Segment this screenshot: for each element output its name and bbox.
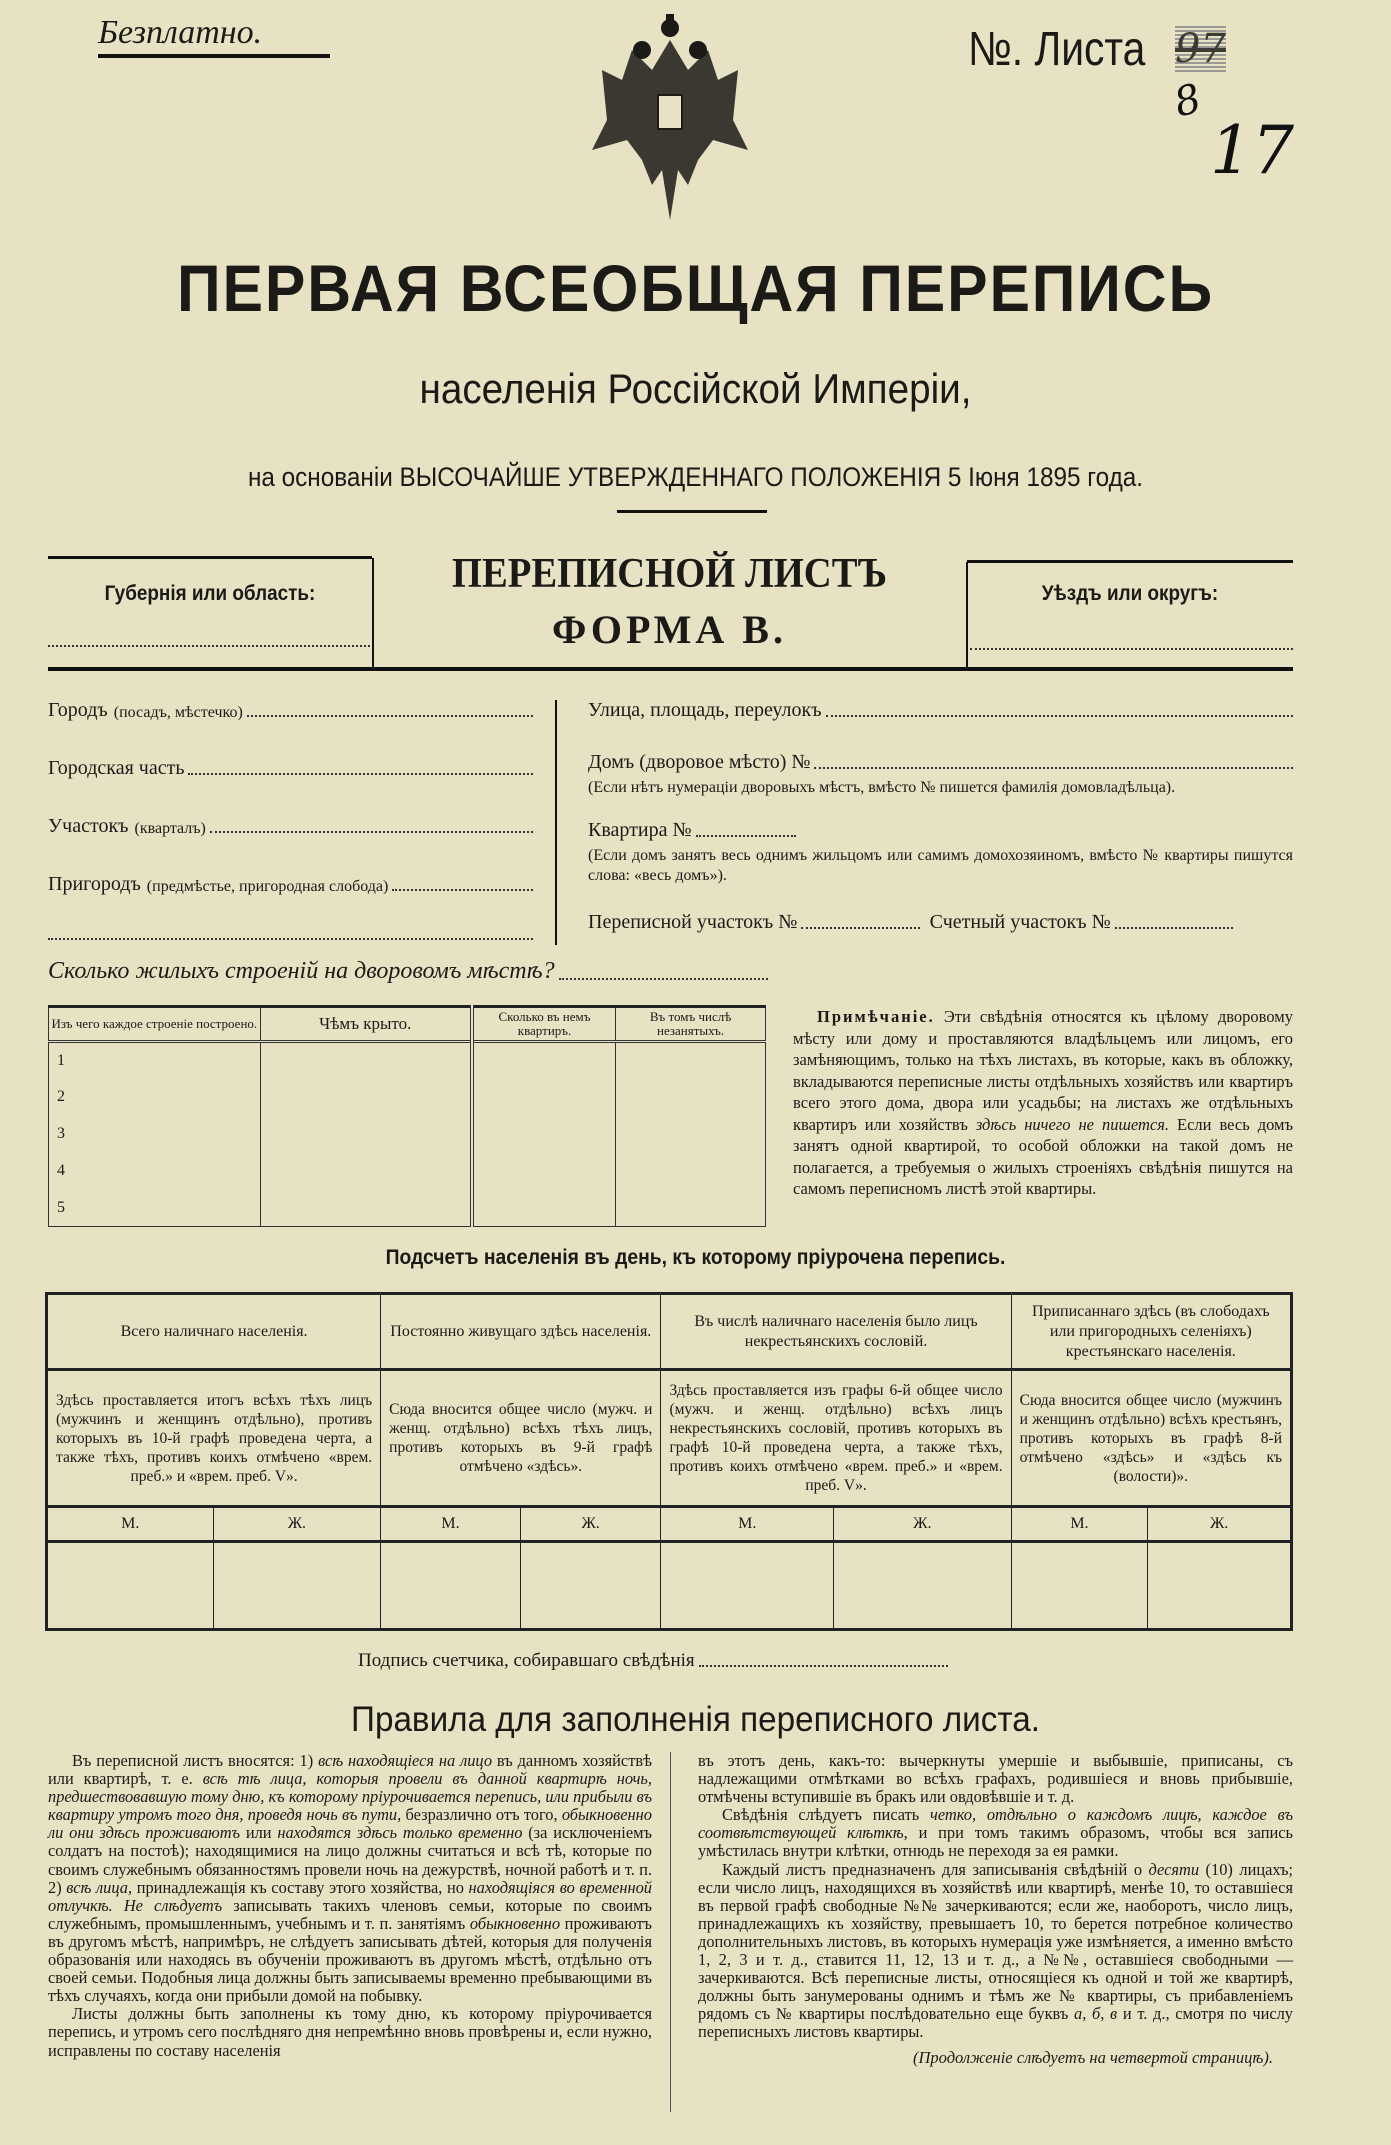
signature-label: Подпись счетчика, собиравшаго свѣдѣнія (358, 1650, 695, 1671)
roof-cell[interactable] (260, 1153, 472, 1190)
emphasized-text: всѣ лица, (66, 1877, 133, 1897)
roof-cell[interactable] (260, 1190, 472, 1227)
census-district-label: Переписной участокъ № (588, 911, 798, 933)
population-count-table (45, 1292, 1293, 1631)
column-divider (670, 1752, 671, 2112)
text-segment: въ данномъ хозяйствѣ или квартирѣ, т. е. (48, 1751, 652, 1789)
text-segment: записывать такихъ членовъ семьи, которые по своимъ служебнымъ, промышленнымъ, учебнымъ и т. п. занятіямъ (48, 1895, 652, 1933)
buildings-question-label: Сколько жилыхъ строеній на дворовомъ мѣстѣ? (48, 958, 555, 984)
row-number: 3 (49, 1116, 261, 1153)
district-numbers (588, 904, 1293, 934)
sheet-number-crossed-handwritten: 97 (1175, 26, 1226, 72)
buildings-row (49, 1190, 766, 1227)
city-part-label: Городская часть (48, 757, 185, 779)
signature-field[interactable] (358, 1650, 948, 1672)
emphasized-text: четко, отдѣльно о каждомъ лицѣ, каждое въ соотвѣтствующей клѣткѣ, (698, 1805, 1293, 1843)
apartments-cell[interactable] (472, 1190, 616, 1227)
county-field[interactable] (970, 648, 1293, 650)
form-name: ФОРМА В. (552, 607, 787, 652)
count-column-head: Всего наличнаго населенія. (47, 1294, 381, 1370)
district-note: (кварталъ) (134, 820, 206, 837)
col-material: Изъ чего каждое строеніе построено. (49, 1007, 261, 1042)
male-header: М. (47, 1507, 214, 1542)
house-label: Домъ (дворовое мѣсто) № (588, 751, 811, 773)
count-title: Подсчетъ населенія въ день, къ которому пріурочена перепись. (385, 1246, 1006, 1269)
female-header: Ж. (1148, 1507, 1292, 1542)
buildings-row (49, 1079, 766, 1116)
count-district-label: Счетный участокъ № (929, 911, 1111, 933)
double-headed-eagle-emblem (582, 10, 758, 225)
male-header: М. (661, 1507, 834, 1542)
emphasized-text: находящіяся во временной отлучкѣ. Не слѣдуетъ (48, 1877, 652, 1915)
row-number: 2 (49, 1079, 261, 1116)
male-header: М. (1011, 1507, 1148, 1542)
note-text-2: Если весь домъ занятъ одной квартирой, то особой обложки на такой домъ не полагается, а требуемыя о жилыхъ строеніяхъ свѣдѣнія пишутся на самомъ переписномъ листѣ этой квартиры. (793, 1114, 1294, 1198)
address-left (48, 692, 533, 940)
count-column-description: Здѣсь проставляется итогъ всѣхъ тѣхъ лицъ (мужчинъ и женщинъ отдѣльно), противъ которыхъ въ 10-й графѣ проведена черта, а также тѣхъ, противъ коихъ отмѣчено «врем. преб.» и «врем. преб. V». (47, 1370, 381, 1507)
female-header: Ж. (213, 1507, 381, 1542)
emphasized-text: обыкновенно ли они здѣсь проживаютъ (48, 1805, 652, 1843)
count-column-head: Въ числѣ наличнаго населенія было лицъ некрестьянскихъ сословій. (661, 1294, 1011, 1370)
census-district-field[interactable] (801, 927, 919, 929)
document-subtitle: населенія Россійской Имперіи, (419, 365, 972, 412)
text-segment: Листы должны быть заполнены къ тому дню, къ которому пріурочивается перепись, и утромъ сего послѣдняго дня непремѣнно вновь провѣрены и, если нужно, исправлены по составу населенія (48, 2004, 652, 2060)
text-segment: въ этотъ день, какъ-то: вычеркнуты умершіе и выбывшіе, приписаны, съ надлежащими отмѣтками во всѣхъ графахъ, родившіеся и вновь прибывшіе, отмѣчены вступившіе въ бракъ или овдовѣвшіе и т. д. (698, 1751, 1293, 1807)
emphasized-text: всѣ тѣ лица, которыя провели въ данной квартирѣ ночь, предшествовавшую тому дню, къ которому пріурочивается перепись, или прибыли въ квартиру утромъ того дня, проведя ночь въ пути, (48, 1769, 652, 1825)
divider (555, 700, 557, 945)
handwritten-sheet-number: 17 (1210, 112, 1294, 189)
col-vacant: Въ томъ числѣ незанятыхъ. (616, 1007, 766, 1042)
text-segment: принадлежащія къ составу этого хозяйства, но (132, 1877, 469, 1897)
handwritten-small-number: 8 (1169, 75, 1206, 127)
city-part-field[interactable] (48, 750, 533, 780)
buildings-count-field[interactable] (559, 978, 768, 980)
emphasized-text: десяти (1148, 1859, 1200, 1879)
female-count-cell[interactable] (834, 1542, 1012, 1630)
district-label: Участокъ (48, 815, 129, 837)
text-segment: и т. д., смотря по числу переписныхъ листовъ квартиры. (698, 2004, 1294, 2042)
rules-paragraph (698, 1861, 1293, 2042)
text-segment: (за исключеніемъ солдатъ на постоѣ); находящимися на лицо должны считаться и всѣ тѣ, которые по своимъ служебнымъ обязанностямъ провели ночь на дежурствѣ, ночной работѣ и т. п. 2) (48, 1823, 652, 1897)
col-apartments: Сколько въ немъ квартиръ. (472, 1007, 616, 1042)
row-number: 5 (49, 1190, 261, 1227)
divider (617, 510, 767, 513)
count-column-description: Сюда вносится общее число (мужчинъ и женщинъ отдѣльно) всѣхъ крестьянъ, противъ которыхъ въ графѣ 8-й отмѣчено «здѣсь» и «здѣсь къ (волости)». (1011, 1370, 1291, 1507)
text-segment: проживаютъ въ другомъ мѣстѣ, напримѣръ, не слѣдуетъ записывать дѣтей, которыя для полученія образованія или находясь въ обученіи проживаютъ въ другомъ мѣстѣ, отдѣльно отъ своей семьи. Подобныя лица должны быть записываемы временно пребывающими въ тѣхъ случаяхъ, когда они прибыли домой на побывку. (48, 1913, 652, 2006)
male-count-cell[interactable] (661, 1542, 834, 1630)
note-label: Примѣчаніе. (817, 1007, 935, 1026)
female-header: Ж. (834, 1507, 1012, 1542)
free-of-charge-label: Безплатно. (98, 14, 330, 58)
rules-paragraph (698, 1752, 1293, 1806)
text-segment: безразлично отъ того, (401, 1805, 562, 1825)
form-title: ПЕРЕПИСНОЙ ЛИСТЪ (451, 551, 888, 597)
apartment-note: (Если домъ занятъ весь однимъ жильцомъ или самимъ домохозяиномъ, вмѣсто № квартиры пишутся слова: «весь домъ»). (588, 847, 1293, 884)
apartments-cell[interactable] (472, 1153, 616, 1190)
apartments-cell[interactable] (472, 1079, 616, 1116)
house-field[interactable] (588, 744, 1293, 774)
legal-basis-line: на основаніи ВЫСОЧАЙШЕ УТВЕРЖДЕННАГО ПОЛОЖЕНІЯ 5 Іюня 1895 года. (247, 462, 1144, 492)
province-field[interactable] (48, 645, 370, 647)
row-number: 1 (49, 1042, 261, 1079)
male-count-cell[interactable] (1011, 1542, 1148, 1630)
count-column-head: Приписаннаго здѣсь (въ слободахъ или пригородныхъ селеніяхъ) крестьянскаго населенія. (1011, 1294, 1291, 1370)
apartment-field[interactable] (588, 812, 1293, 842)
rules-paragraph (48, 2005, 652, 2059)
rules-paragraph (698, 1806, 1293, 1860)
apartments-cell[interactable] (472, 1042, 616, 1079)
count-column-description: Здѣсь проставляется изъ графы 6-й общее число (мужч. и женщ. отдѣльно) всѣхъ лицъ некрестьянскихъ сословій, противъ которыхъ въ графѣ 10-й проведена черта, а также тѣхъ, противъ коихъ отмѣчено «врем. преб.» и «врем. преб. V». (661, 1370, 1011, 1507)
city-field[interactable] (48, 692, 533, 722)
sheet-number-label: №. Листа (968, 23, 1146, 76)
vacant-cell[interactable] (616, 1190, 766, 1227)
emphasized-text: а, б, в (1074, 2004, 1118, 2024)
male-header: М. (381, 1507, 521, 1542)
city-label: Городъ (48, 699, 108, 721)
buildings-question (48, 958, 768, 985)
buildings-row (49, 1116, 766, 1153)
rules-paragraph (48, 1752, 652, 2005)
emphasized-text: находятся здѣсь только временно (277, 1823, 523, 1843)
count-column-head: Постоянно живущаго здѣсь населенія. (381, 1294, 661, 1370)
suburb-field-extra[interactable] (48, 938, 533, 940)
address-right (588, 692, 1293, 934)
female-count-cell[interactable] (213, 1542, 381, 1630)
suburb-field[interactable] (48, 866, 533, 896)
house-note: (Если нѣтъ нумераціи дворовыхъ мѣстъ, вмѣсто № пишется фамилія домовладѣльца). (588, 779, 1176, 796)
note-italic: здѣсь ничего не пишется. (975, 1114, 1170, 1134)
male-count-cell[interactable] (47, 1542, 214, 1630)
col-roof: Чѣмъ крыто. (260, 1007, 472, 1042)
continued-note: (Продолженіе слѣдуетъ на четвертой страницѣ). (913, 2047, 1273, 2067)
rules-right-column (698, 1752, 1293, 2068)
divider (967, 560, 1293, 563)
suburb-label: Пригородъ (48, 873, 141, 895)
divider (48, 556, 372, 559)
row-number: 4 (49, 1153, 261, 1190)
suburb-note: (предмѣстье, пригородная слобода) (146, 878, 389, 895)
roof-cell[interactable] (260, 1042, 472, 1079)
apartments-cell[interactable] (472, 1116, 616, 1153)
note-block (793, 1006, 1293, 1200)
divider (48, 667, 1293, 671)
female-count-cell[interactable] (1148, 1542, 1292, 1630)
text-segment: (10) лицахъ; если число лицъ, находящихся въ хозяйствѣ или квартирѣ, менѣе 10, то оставшіеся въ первой графѣ свободные №№ зачеркиваются; если же, наоборотъ, число лицъ, принадлежащихъ къ хозяйству, превышаетъ 10, то берется потребное количество дополнительныхъ листовъ, въ которыхъ нумерація уже измѣняется, а именно вмѣсто 1, 2, 3 и т. д., ставится 11, 12, 13 и т. д., а №№, оставшіеся свободными — зачеркиваются. Всѣ переписные листы, относящіеся къ одной и той же квартирѣ, должны быть занумерованы однимъ и тѣмъ же № квартиры, съ прибавленіемъ рядомъ съ № квартиры послѣдовательно еще буквъ (698, 1859, 1293, 2024)
note-text: Эти свѣдѣнія относятся къ цѣлому дворовому мѣсту или дому и проставляются владѣльцемъ или лицомъ, его замѣняющимъ, только на тѣхъ листахъ, въ которые, какъ въ обложку, вкладываются переписные листы отдѣльныхъ хозяйствъ или квартиръ всего этого дома, двора или усадьбы; на листахъ же отдѣльныхъ квартиръ или хозяйствъ (793, 1007, 1293, 1134)
buildings-row (49, 1042, 766, 1079)
text-segment: или (240, 1823, 278, 1843)
emphasized-text: всѣ находящіеся на лицо (318, 1751, 493, 1770)
apartment-label: Квартира № (588, 819, 692, 841)
buildings-row (49, 1153, 766, 1190)
text-segment: и при томъ такимъ образомъ, чтобы вся запись умѣстилась внутри клѣтки, отнюдь не переходя за ея рамки. (698, 1823, 1294, 1861)
count-district-field[interactable] (1115, 927, 1233, 929)
district-field[interactable] (48, 808, 533, 838)
vacant-cell[interactable] (616, 1042, 766, 1079)
province-label: Губернія или область: (104, 582, 316, 605)
count-column-description: Сюда вносится общее число (мужч. и женщ. отдѣльно) всѣхъ тѣхъ лицъ, противъ которыхъ въ 9-й графѣ отмѣчено «здѣсь». (381, 1370, 661, 1507)
text-segment: Въ переписной листъ вносятся: 1) (72, 1751, 319, 1770)
text-segment: Свѣдѣнія слѣдуетъ писать (722, 1805, 931, 1825)
street-label: Улица, площадь, переулокъ (588, 699, 822, 721)
document-title: ПЕРВАЯ ВСЕОБЩАЯ ПЕРЕПИСЬ (177, 251, 1214, 325)
female-header: Ж. (520, 1507, 661, 1542)
county-label: Уѣздъ или округъ: (1041, 582, 1219, 605)
vacant-cell[interactable] (616, 1079, 766, 1116)
rules-title: Правила для заполненія переписного листа. (351, 1700, 1040, 1739)
vacant-cell[interactable] (616, 1116, 766, 1153)
female-count-cell[interactable] (520, 1542, 661, 1630)
text-segment: Каждый листъ предназначенъ для записыванія свѣдѣній о (722, 1859, 1149, 1879)
male-count-cell[interactable] (381, 1542, 521, 1630)
emphasized-text: обыкновенно (469, 1913, 561, 1933)
roof-cell[interactable] (260, 1116, 472, 1153)
city-note: (посадъ, мѣстечко) (113, 704, 243, 721)
vacant-cell[interactable] (616, 1153, 766, 1190)
roof-cell[interactable] (260, 1079, 472, 1116)
rules-left-column (48, 1752, 652, 2060)
street-field[interactable] (588, 692, 1293, 722)
buildings-table (48, 1005, 766, 1227)
